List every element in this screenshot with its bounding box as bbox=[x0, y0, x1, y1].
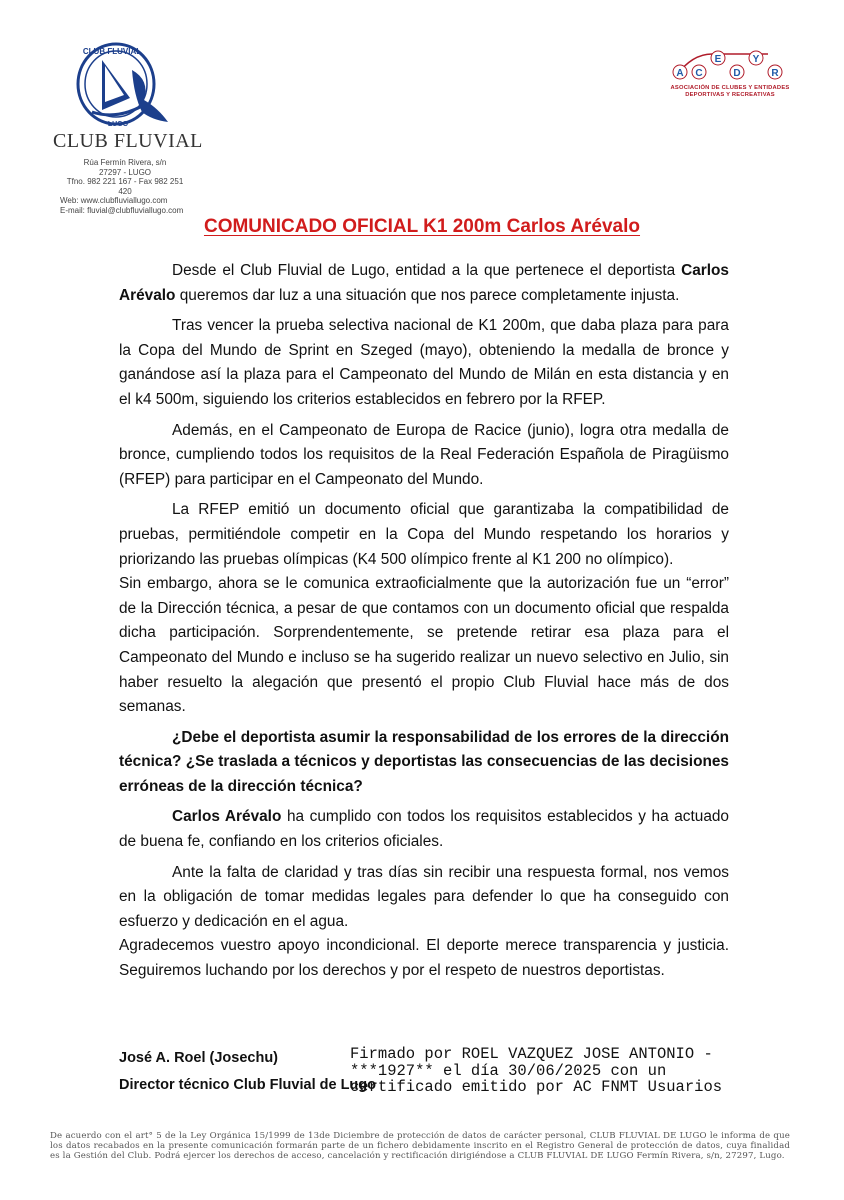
acedyr-logo bbox=[672, 48, 784, 86]
acedyr-caption-line: ASOCIACIÓN DE CLUBES Y ENTIDADES bbox=[670, 85, 790, 91]
paragraph: Además, en el Campeonato de Europa de Racice (junio), logra otra medalla de bronce, cumpliendo todos los requisitos de la Real Federación Española de Piragüismo (RFEP) para participar en el Campeonato del Mundo. bbox=[119, 421, 729, 488]
document-title: COMUNICADO OFICIAL K1 200m Carlos Arévalo bbox=[203, 216, 641, 237]
paragraph bbox=[119, 805, 729, 854]
acedyr-letter: E bbox=[714, 54, 722, 65]
paragraph-text: queremos dar luz a una situación que nos parece completamente injusta. bbox=[175, 286, 680, 304]
paragraph: Ante la falta de claridad y tras días sin recibir una respuesta formal, nos vemos en la obligación de tomar medidas legales para defender lo que ha conseguido con esfuerzo y dedicación en el agua. bbox=[119, 863, 729, 930]
athlete-name: Carlos Arévalo bbox=[172, 808, 282, 826]
digital-signature-line: ***1927** el día 30/06/2025 con un bbox=[350, 1061, 667, 1080]
digital-signature-line: Firmado por ROEL VAZQUEZ JOSE ANTONIO - bbox=[350, 1045, 713, 1063]
acedyr-letter: Y bbox=[752, 54, 760, 65]
document-body bbox=[119, 259, 729, 984]
paragraph: La RFEP emitió un documento oficial que garantizaba la compatibilidad de pruebas, permitiéndole competir en la Copa del Mundo respetando los horarios y priorizando las pruebas olímpicas (K4 500 olímpico frente al K1 200 no olímpico). bbox=[119, 501, 729, 568]
address-line: 27297 - LUGO bbox=[98, 167, 152, 177]
club-name: CLUB FLUVIAL bbox=[53, 130, 203, 152]
address-line: Tfno. 982 221 167 - Fax 982 251 420 bbox=[66, 177, 184, 196]
logo-text-top: CLUB FLUVIAL bbox=[82, 47, 142, 56]
address-line: E-mail: fluvial@clubfluviallugo.com bbox=[60, 205, 184, 215]
digital-signature-stamp bbox=[350, 1046, 780, 1096]
legal-notice: De acuerdo con el art° 5 de la Ley Orgánica 15/1999 de 13de Diciembre de protección de datos de carácter personal, CLUB FLUVIAL DE LUGO le informa de que los datos recabados en la presente comunicación formarán parte de un fichero debidamente inscrito en el Registro General de protección de datos, cuya finalidad es la Gestión del Club. Podrá ejercer los derechos de acceso, cancelación y rectificación dirigiéndose a CLUB FLUVIAL DE LUGO Fermín Rivera, s/n, 27297, Lugo. bbox=[50, 1131, 790, 1162]
paragraph: Sin embargo, ahora se le comunica extraoficialmente que la autorización fue un “error” de la Dirección técnica, a pesar de que contamos con un documento oficial que respalda dicha participación. Sorprendentemente, se pretende retirar esa plaza para el Campeonato del Mundo e incluso se ha sugerido realizar un nuevo selectivo en Julio, sin haber resuelto la alegación que presentó el propio Club Fluvial hace más de dos semanas. bbox=[119, 575, 729, 716]
paragraph-text: ha cumplido con todos los requisitos establecidos y ha actuado de buena fe, confiando en los criterios oficiales. bbox=[119, 808, 729, 851]
address-line: Rúa Fermín Rivera, s/n bbox=[83, 158, 167, 167]
acedyr-letter: C bbox=[695, 68, 703, 79]
address-line: Web: www.clubfluviallugo.com bbox=[60, 196, 168, 206]
acedyr-letter: A bbox=[676, 68, 684, 79]
acedyr-letter: D bbox=[733, 68, 741, 79]
paragraph: Agradecemos vuestro apoyo incondicional. El deporte merece transparencia y justicia. Seguiremos luchando por los derechos y por el respeto de nuestros deportistas. bbox=[119, 937, 729, 980]
logo-text-bottom: LUGO bbox=[107, 121, 129, 128]
paragraph-text: Desde el Club Fluvial de Lugo, entidad a la que pertenece el deportista bbox=[172, 262, 682, 279]
paragraph bbox=[119, 259, 729, 308]
athlete-name: Carlos Arévalo bbox=[119, 262, 729, 304]
paragraph: Tras vencer la prueba selectiva nacional de K1 200m, que daba plaza para para la Copa del Mundo de Sprint en Szeged (mayo), obteniendo la medalla de bronce y ganándose así la plaza para el Campeonato del Mundo de Milán en esta distancia y en el k4 500m, siguiendo los criterios establecidos en febrero por la RFEP. bbox=[119, 317, 729, 408]
club-address bbox=[60, 158, 190, 216]
club-fluvial-logo bbox=[72, 40, 172, 132]
question-paragraph: ¿Debe el deportista asumir la responsabilidad de los errores de la dirección técnica? ¿Se traslada a técnicos y deportistas las consecuencias de las decisiones erróneas de la dirección técnica? bbox=[119, 728, 729, 795]
digital-signature-line: certificado emitido por AC FNMT Usuarios bbox=[350, 1078, 723, 1096]
acedyr-caption-line: DEPORTIVAS Y RECREATIVAS bbox=[685, 92, 775, 98]
acedyr-letter: R bbox=[771, 68, 779, 79]
signatory-role: Director técnico Club Fluvial de Lugo bbox=[119, 1077, 376, 1093]
signatory-name: José A. Roel (Josechu) bbox=[119, 1050, 279, 1066]
acedyr-caption bbox=[665, 85, 795, 99]
